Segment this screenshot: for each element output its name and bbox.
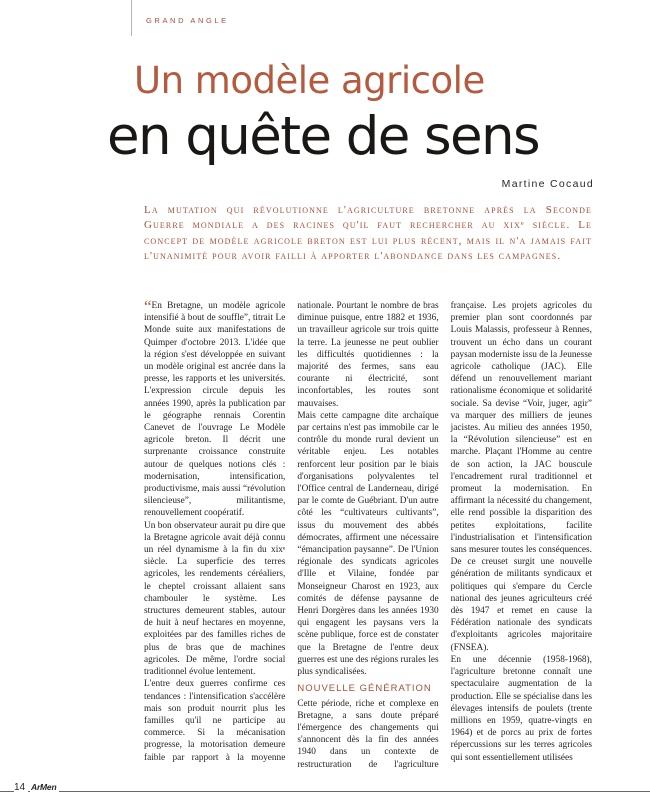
body-paragraph: L'entre deux guerres confirme ces tendances : l'intensification s'accélère mais son produit nourrit plus les familles qu'il ne participe au commerce. Si la mécanisation progresse, la motorisation demeure faible par rapport à la moyenne nationale. Pourtant le nombre de bras diminue puisque, entre 1882 et 1936, un travailleur agricole sur trois quitte la terre. La jeunesse ne peut oublier les difficultés quotidiennes : la majorité des fermes, sans eau courante ni électricité, sont inconfortables, les routes sont mauvaises.: [144, 301, 439, 763]
page-footer: [0, 782, 650, 800]
body-paragraph: Cette période, riche et complexe en Bretagne, a sans doute préparé l'émergence des changements qui s'annoncent dès la fin des années 1940 dans un contexte de restructuration de l'agriculture française. Les projets agricoles du premier plan sont coordonnés par Louis Malassis, professeur à Rennes, trouvent un écho dans un courant paysan moderniste issu de la Jeunesse agricole catholique (JAC). Elle défend un renouvellement mariant rationalisme économique et solidarité sociale. Sa devise “Voir, juger, agir” va marquer des milliers de jeunes jacistes. Au milieu des années 1950, la “Révolution silencieuse” est en marche. Plaçant l'Homme au centre de son action, la JAC bouscule l'encadrement rural traditionnel et promeut la modernisation. En affirmant la nécessité du changement, elle rend possible la disparition des petites exploitations, facilite l'industrialisation et l'intensification sans mesurer toutes les conséquences. De ce creuset surgit une nouvelle génération de militants syndicaux et politiques qui s'empare du Cercle national des jeunes agriculteurs créé dès 1947 et remet en cause la Fédération nationale des syndicats d'exploitants agricoles majoritaire (FNSEA).: [297, 301, 592, 770]
article-body: [144, 297, 592, 772]
body-paragraph: En une décennie (1958-1968), l'agriculture bretonne connaît une spectaculaire augmentation de la production. Elle se spécialise dans les élevages intensifs de poulets (trente millions en 1959, quatre-vingts en 1964) et de porcs au prix de fortes répercussions sur les terres agricoles qui sont essentiellement utilisées: [450, 654, 592, 763]
body-paragraph: Un bon observateur aurait pu dire que la Bretagne agricole avait déjà connu un réel dynamisme à la fin du xixᵉ siècle. La superficie des terres agricoles, les rendements céréaliers, le cheptel croissant allaient sans chambouler le système. Les structures demeurent stables, autour de huit à neuf hectares en moyenne, exploitées par des familles riches de plus de bras que de machines agricoles. De même, l'ordre social traditionnel évolue lentement.: [144, 520, 286, 678]
article-title-line-2: en quête de sens: [107, 106, 540, 167]
article-lead: La mutation qui révolutionne l'agriculture bretonne après la Seconde Guerre mondiale a des racines qu'il faut rechercher au xixᵉ siècle. Le concept de modèle agricole breton est lui plus récent, mais il n'a jamais fait l'unanimité pour avoir failli à apporter l'abondance dans les campagnes.: [144, 204, 592, 263]
body-paragraph: [144, 297, 286, 520]
article-title-line-1: Un modèle agricole: [134, 59, 485, 102]
body-paragraph: Mais cette campagne dite archaïque par certains n'est pas immobile car le contrôle du monde rural devient un véritable enjeu. Les notables renforcent leur position par le biais d'organisations polyvalentes tel l'Office central de Landerneau, dirigé par le comte de Guébriant. D'un autre côté les “cultivateurs cultivants”, issus du mouvement des abbés démocrates, affirment une nécessaire “émancipation paysanne”. De l'Union régionale des syndicats agricoles d'Ille et Vilaine, fondée par Monseigneur Charost en 1923, aux comités de défense paysanne de Henri Dorgères dans les années 1930 qui engagent les paysans vers la scène publique, force est de constater que la Bretagne de l'entre deux guerres est une des régions rurales les plus syndicalisées.: [297, 410, 439, 678]
opening-quote-mark: “: [144, 297, 152, 316]
magazine-logo: ArMen: [30, 782, 59, 792]
header-rule: [131, 0, 132, 36]
body-paragraph-text: En Bretagne, un modèle agricole intensifié à bout de souffle”, titrait Le Monde suite aux manifestations de Quimper d'octobre 2013. L'idée que la région s'est développée en suivant un modèle original est ancrée dans la presse, les rapports et les universités. L'expression circule depuis les années 1990, après la publication par le géographe rennais Corentin Canevet de l'ouvrage Le Modèle agricole breton. Il décrit une surprenante croissance construite autour de quelques notions clés : modernisation, intensification, productivisme, mais aussi “révolution silencieuse”, militantisme, renouvellement coopératif.: [144, 301, 286, 519]
footer-rule: [0, 791, 650, 792]
page-number: 14: [14, 782, 28, 793]
section-subheading: NOUVELLE GÉNÉRATION: [297, 683, 432, 695]
author-byline: Martine Cocaud: [501, 178, 594, 190]
section-kicker: GRAND ANGLE: [146, 16, 229, 25]
